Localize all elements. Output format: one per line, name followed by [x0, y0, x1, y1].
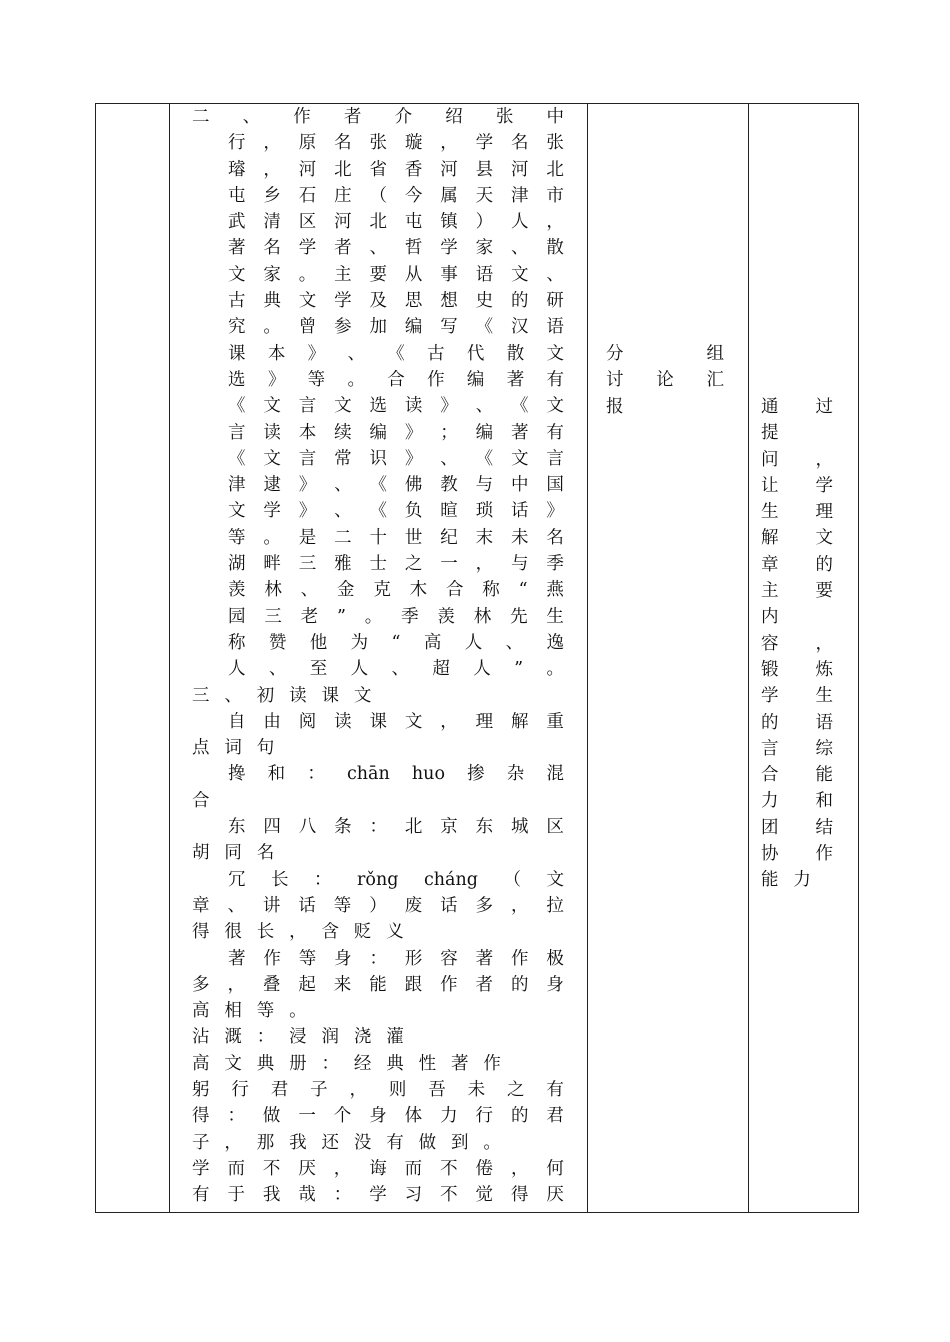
col4_lines-line: 章 的 — [761, 554, 833, 575]
col2_lines-line: 有 于 我 哉 ： 学 习 不 觉 得 厌 — [192, 1185, 564, 1206]
col3_lines-line: 讨 论 汇 — [606, 370, 724, 391]
col4_lines-line: 言 综 — [761, 738, 833, 759]
col2_lines-line: 古 典 文 学 及 思 想 史 的 研 — [228, 291, 564, 312]
col2_lines-line: 羡 林 、 金 克 木 合 称 “ 燕 — [228, 580, 564, 601]
col4_lines-line: 学 生 — [761, 686, 833, 707]
col4_lines-line: 团 结 — [761, 817, 833, 838]
col2_lines-line: 武 清 区 河 北 屯 镇 ） 人 ， — [228, 212, 564, 233]
col4_lines-line: 提 — [761, 423, 779, 444]
table-right-border — [858, 103, 859, 1213]
col2_lines-line: 点 词 句 — [192, 738, 275, 759]
col2_lines-line: 课 本 》 、 《 古 代 散 文 — [228, 343, 564, 364]
col2_lines-line: 得 很 长 ， 含 贬 义 — [192, 922, 404, 943]
col2_lines-line: 称 赞 他 为 “ 高 人 、 逸 — [228, 632, 564, 653]
col2_lines-line: 得 ： 做 一 个 身 体 力 行 的 君 — [192, 1106, 564, 1127]
col4_lines-line: 主 要 — [761, 581, 833, 602]
column-divider-1 — [169, 103, 170, 1213]
column-divider-3 — [748, 103, 749, 1213]
column-divider-2 — [587, 103, 588, 1213]
col2_lines-line: 躬 行 君 子 ， 则 吾 未 之 有 — [192, 1079, 564, 1100]
col2_lines-line: 搀 和 ： chān huo 掺 杂 混 — [228, 764, 564, 785]
col4_lines-line: 合 能 — [761, 765, 833, 786]
col4_lines-line: 锻 炼 — [761, 659, 833, 680]
col2_lines-line: 冗 长 ： rǒng cháng （ 文 — [228, 869, 564, 890]
col2_lines-line: 东 四 八 条 ： 北 京 东 城 区 — [228, 817, 564, 838]
col2_lines-line: 学 而 不 厌 ， 诲 而 不 倦 ， 何 — [192, 1158, 564, 1179]
col2_lines-line: 三 、 初 读 课 文 — [192, 685, 372, 706]
col2_lines-line: 言 读 本 续 编 》 ； 编 著 有 — [228, 422, 564, 443]
col2_lines-line: 选 》 等 。 合 作 编 著 有 — [228, 369, 564, 390]
col4_lines-line: 协 作 — [761, 844, 833, 865]
col2_lines-line: 人 、 至 人 、 超 人 ” 。 — [228, 659, 564, 680]
col2_lines-line: 行 ， 原 名 张 璇 ， 学 名 张 — [228, 133, 564, 154]
col2_lines-line: 著 作 等 身 ： 形 容 著 作 极 — [228, 948, 564, 969]
col2_lines-line: 高 文 典 册 ： 经 典 性 著 作 — [192, 1053, 501, 1074]
col2_lines-line: 合 — [192, 790, 210, 811]
table-left-border — [95, 103, 96, 1213]
teaching-content-cell — [192, 104, 564, 1208]
col2_lines-line: 高 相 等 。 — [192, 1001, 307, 1022]
col2_lines-line: 子 ， 那 我 还 没 有 做 到 。 — [192, 1132, 501, 1153]
col2_lines-line: 璿 ， 河 北 省 香 河 县 河 北 — [228, 159, 564, 180]
col2_lines-line: 园 三 老 ” 。 季 羡 林 先 生 — [228, 606, 564, 627]
col2_lines-line: 究 。 曾 参 加 编 写 《 汉 语 — [228, 317, 564, 338]
col4_lines-line: 的 语 — [761, 712, 833, 733]
col2_lines-line: 湖 畔 三 雅 士 之 一 ， 与 季 — [228, 554, 564, 575]
col2_lines-line: 《 文 言 常 识 》 、 《 文 言 — [228, 448, 564, 469]
col2_lines-line: 文 家 。 主 要 从 事 语 文 、 — [228, 264, 564, 285]
col4_lines-line: 生 理 — [761, 502, 833, 523]
col2_lines-line: 章 、 讲 话 等 ） 废 话 多 ， 拉 — [192, 895, 564, 916]
design-intent-cell — [761, 394, 833, 894]
col2_lines-line: 文 学 》 、 《 负 暄 琐 话 》 — [228, 501, 564, 522]
col2_lines-line: 津 逮 》 、 《 佛 教 与 中 国 — [228, 475, 564, 496]
col3_lines-line: 分 组 — [606, 344, 724, 364]
col2_lines-line: 胡 同 名 — [192, 843, 275, 864]
col4_lines-line: 容 ， — [761, 633, 833, 654]
student-activity-cell — [606, 341, 724, 420]
col4_lines-line: 问 ， — [761, 449, 833, 470]
col4_lines-line: 通 过 — [761, 397, 833, 417]
col2_lines-line: 等 。 是 二 十 世 纪 末 未 名 — [228, 527, 564, 548]
col2_lines-line: 著 名 学 者 、 哲 学 家 、 散 — [228, 238, 564, 259]
col2_lines-line: 自 由 阅 读 课 文 ， 理 解 重 — [228, 711, 564, 732]
col4_lines-line: 让 学 — [761, 475, 833, 496]
col4_lines-line: 解 文 — [761, 528, 833, 549]
col2_lines-line: 二 、 作 者 介 绍 张 中 — [192, 107, 564, 127]
col2_lines-line: 《 文 言 文 选 读 》 、 《 文 — [228, 396, 564, 417]
table-bottom-border — [95, 1212, 859, 1213]
col4_lines-line: 能 力 — [761, 870, 811, 891]
col4_lines-line: 内 — [761, 607, 779, 628]
col2_lines-line: 沾 溉 ： 浸 润 浇 灌 — [192, 1027, 404, 1048]
col3_lines-line: 报 — [606, 396, 624, 417]
col2_lines-line: 多 ， 叠 起 来 能 跟 作 者 的 身 — [192, 974, 564, 995]
col2_lines-line: 屯 乡 石 庄 （ 今 属 天 津 市 — [228, 185, 564, 206]
col4_lines-line: 力 和 — [761, 791, 833, 812]
